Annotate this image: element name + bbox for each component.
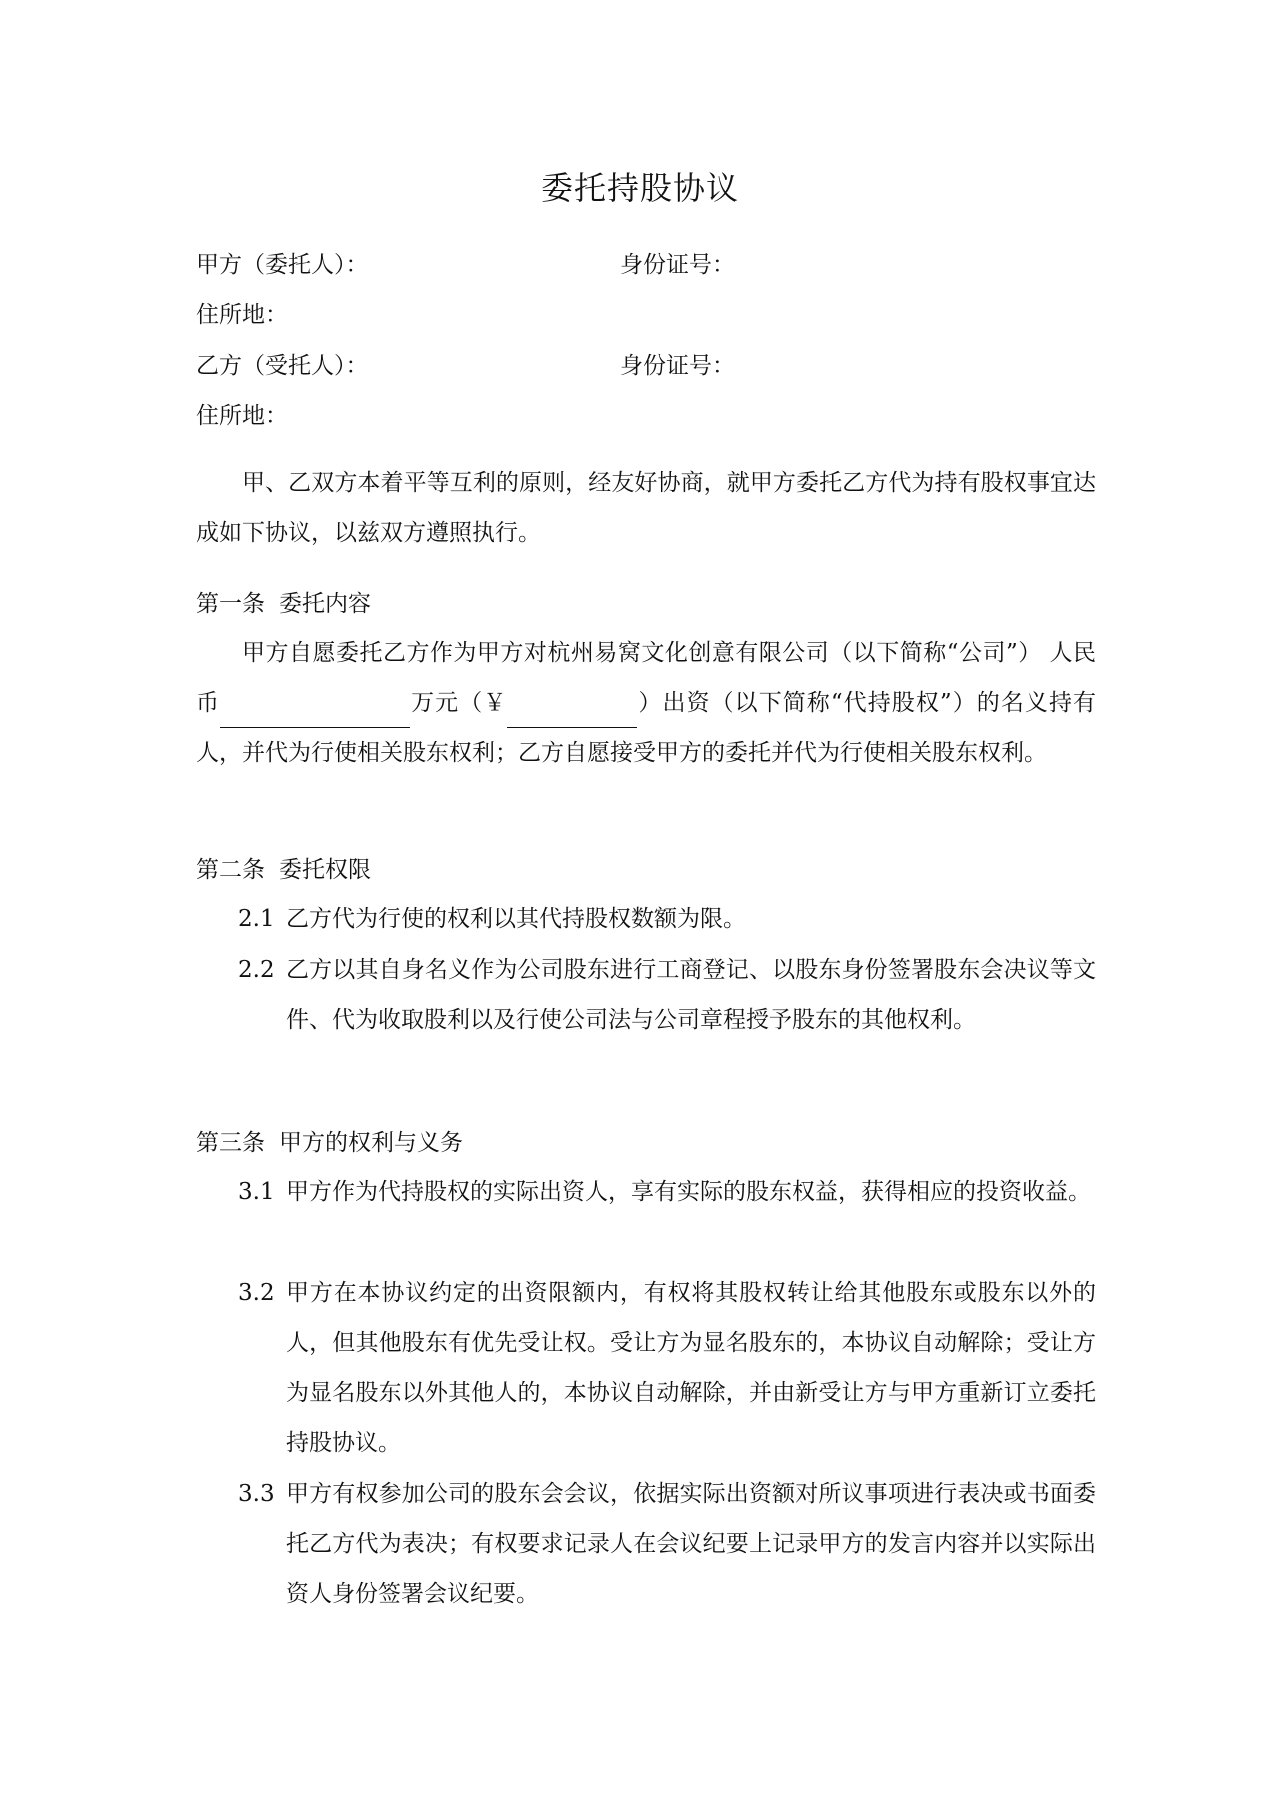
article-1-heading bbox=[196, 589, 371, 619]
party-a-label: 甲方（委托人）： bbox=[196, 252, 369, 278]
list-item bbox=[238, 945, 1096, 1045]
item-text: 乙方代为行使的权利以其代持股权数额为限。 bbox=[286, 906, 746, 932]
item-text: 甲方有权参加公司的股东会会议，依据实际出资额对所议事项进行表决或书面委托乙方代为表决；有权要求记录人在会议纪要上记录甲方的发言内容并以实际出资人身份签署会议纪要。 bbox=[286, 1481, 1096, 1607]
article-1-text-part2: 万元（￥ bbox=[410, 690, 508, 716]
article-1-text-part1: 甲方自愿委托乙方作为甲方对杭州易窝文化创意有限公司（以下简称“公司”） 人民币 bbox=[196, 640, 1096, 716]
article-1-text-part3: ）出资（以下简称“代持股权”）的名义持有人，并代为行使相关股东权利；乙方自愿接受甲方的委托并代为行使相关股东权利。 bbox=[196, 690, 1097, 766]
item-number: 3.3 bbox=[238, 1481, 275, 1507]
list-item bbox=[238, 894, 1096, 944]
item-text: 乙方以其自身名义作为公司股东进行工商登记、以股东身份签署股东会决议等文件、代为收取股利以及行使公司法与公司章程授予股东的其他权利。 bbox=[286, 957, 1096, 1033]
article-2-heading bbox=[196, 855, 371, 885]
item-number: 3.2 bbox=[238, 1280, 275, 1306]
article-2-number: 第二条 bbox=[196, 857, 265, 883]
list-item bbox=[238, 1469, 1096, 1619]
party-b-label: 乙方（受托人）： bbox=[196, 353, 369, 379]
item-number: 2.2 bbox=[238, 957, 275, 983]
article-1-number: 第一条 bbox=[196, 591, 265, 617]
preamble-paragraph: 甲、乙双方本着平等互利的原则，经友好协商，就甲方委托乙方代为持有股权事宜达成如下协议，以兹双方遵照执行。 bbox=[196, 470, 1096, 546]
party-b-address-label: 住所地： bbox=[196, 403, 288, 429]
item-text: 甲方在本协议约定的出资限额内，有权将其股权转让给其他股东或股东以外的人，但其他股东有优先受让权。受让方为显名股东的，本协议自动解除；受让方为显名股东以外其他人的，本协议自动解除，并由新受让方与甲方重新订立委托持股协议。 bbox=[286, 1280, 1096, 1456]
article-1-paragraph bbox=[196, 628, 1096, 778]
article-3-heading bbox=[196, 1128, 463, 1158]
amount-blank bbox=[220, 697, 410, 728]
party-b-id-label: 身份证号： bbox=[620, 353, 735, 379]
party-a-address-label: 住所地： bbox=[196, 302, 288, 328]
item-number: 3.1 bbox=[238, 1179, 275, 1205]
article-2-title: 委托权限 bbox=[279, 857, 371, 883]
article-3-title: 甲方的权利与义务 bbox=[279, 1130, 463, 1156]
document-title: 委托持股协议 bbox=[540, 169, 739, 207]
party-a-id-label: 身份证号： bbox=[620, 252, 735, 278]
article-3-number: 第三条 bbox=[196, 1130, 265, 1156]
list-item bbox=[238, 1167, 1096, 1217]
item-number: 2.1 bbox=[238, 906, 275, 932]
item-text: 甲方作为代持股权的实际出资人，享有实际的股东权益，获得相应的投资收益。 bbox=[286, 1179, 1091, 1205]
list-item bbox=[238, 1268, 1096, 1468]
article-1-title: 委托内容 bbox=[279, 591, 371, 617]
amount-figure-blank bbox=[507, 697, 637, 728]
